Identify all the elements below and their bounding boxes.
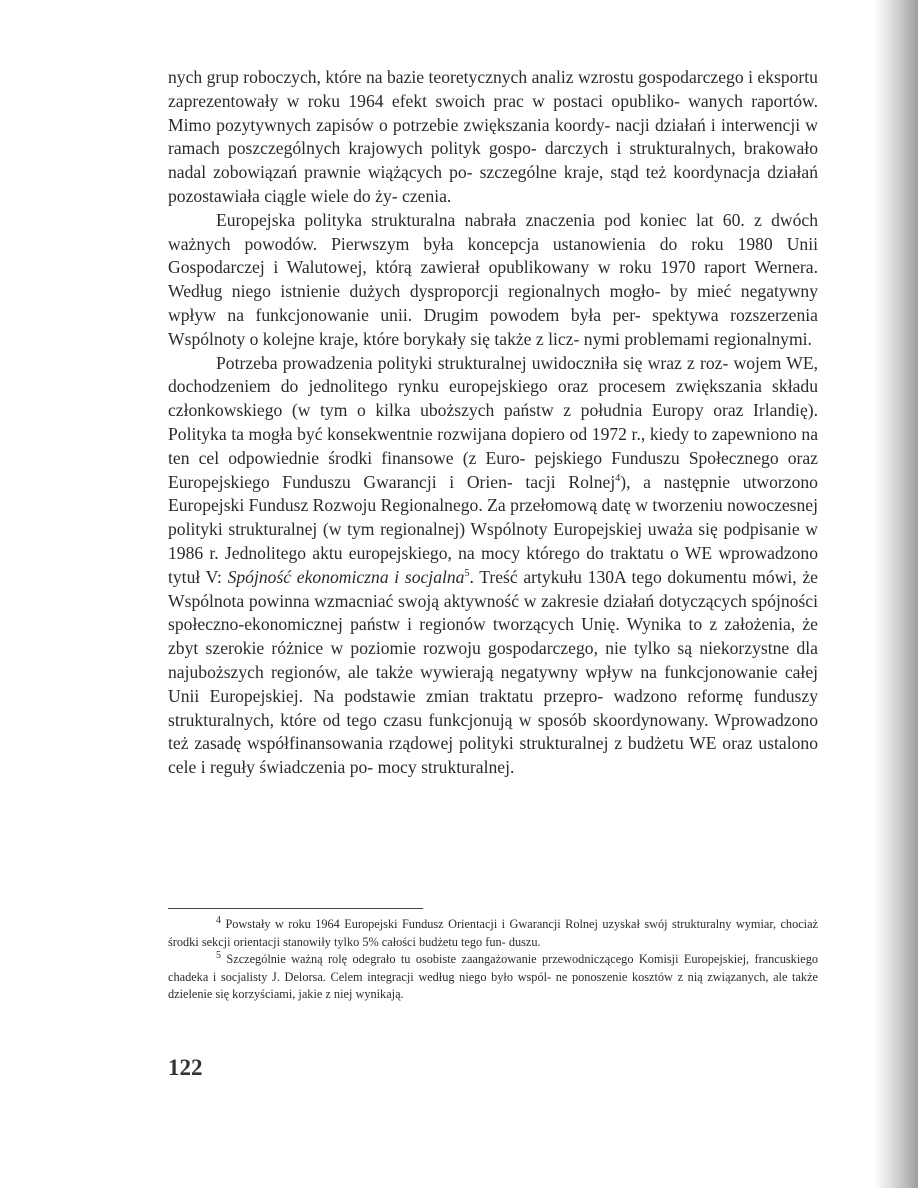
text-line: ), a następnie utworzono Europejski Fundusz Rozwoju Regionalnego. xyxy=(168,471,818,516)
text-line: i eksportu zaprezentowały w roku 1964 efekt swoich prac w postaci opubliko- xyxy=(168,67,818,111)
text-line: spójności społeczno-ekonomicznej państw i regionów tworzących Unię. Wynika to xyxy=(168,590,818,635)
footnote-4 xyxy=(168,916,818,951)
page-edge-shadow xyxy=(874,0,918,1188)
page-number: 122 xyxy=(168,1055,203,1080)
text-line: z dwóch ważnych powodów. Pierwszym była koncepcja ustanowienia do roku xyxy=(168,209,818,254)
footnote-number: 4 xyxy=(216,914,221,926)
text-line: pejskiego Funduszu Społecznego oraz Europejskiego Funduszu Gwarancji i Orien- xyxy=(168,447,818,492)
text-line: . Treść artykułu 130A tego dokumentu mówi, że xyxy=(469,566,818,587)
text-line: nych grup roboczych, które na bazie teoretycznych analiz wzrostu gospodarczego xyxy=(168,67,744,87)
text-line: w sposób skoordynowany. Wprowadzono też zasadę współfinansowania rządowej xyxy=(168,709,818,754)
text-line: tacji Rolnej xyxy=(525,471,616,492)
text-line: aktu europejskiego, na mocy którego do traktatu o WE wprowadzono tytuł V: xyxy=(168,542,818,587)
text-line: szczególne kraje, stąd też koordynacja działań pozostawiała ciągle wiele do ży- xyxy=(168,162,819,206)
text-line: Wspólnota powinna wzmacniać swoją aktywność w zakresie działań dotyczących xyxy=(168,590,747,611)
footnote-line: ne ponoszenie kosztów z nią związanych, ale także dzielenie się korzyściami, jakie z niej wynikają. xyxy=(168,969,818,1002)
text-line: są niekorzystne dla najuboższych regionów, ale także wywierają negatywny wpływ xyxy=(168,638,818,682)
footnote-ref-4[interactable]: 4 xyxy=(615,472,621,484)
text-line: z założenia, że zbyt szerokie różnice w poziomie rozwoju gospodarczego, nie tylko xyxy=(168,614,818,659)
text-line: polityki strukturalnej z budżetu WE oraz ustalono cele i reguły świadczenia po- xyxy=(168,733,818,778)
treaty-title-italic: Spójność ekonomiczna i socjalna xyxy=(227,566,465,587)
text-line: zwiększania składu członkowskiego (w tym o kilka uboższych państw z południa xyxy=(168,376,818,421)
text-line: by mieć negatywny wpływ na funkcjonowanie unii. Drugim powodem była per- xyxy=(168,281,818,325)
footnote-ref-5[interactable]: 5 xyxy=(464,567,470,579)
text-line: wojem WE, dochodzeniem do jednolitego rynku europejskiego oraz procesem xyxy=(168,352,819,397)
text-line: raport Wernera. Według niego istnienie dużych dysproporcji regionalnych mogło- xyxy=(168,257,818,302)
footnote-line: duszu. xyxy=(508,934,541,949)
main-text xyxy=(168,66,818,780)
footnote-line: strukturalny wymiar, chociaż środki sekcji orientacji stanowiły tylko 5% całości budżetu tego fun- xyxy=(168,917,819,949)
paragraph-3 xyxy=(168,352,818,780)
text-line: nymi problemami regionalnymi. xyxy=(583,328,812,349)
footnote-line: Szczególnie ważną rolę odegrało tu osobiste zaangażowanie przewodniczącego Komisji xyxy=(226,952,679,967)
footnote-line: Powstały w roku 1964 Europejski Fundusz Orientacji i Gwarancji Rolnej uzyskał swój xyxy=(225,917,668,931)
text-line: na funkcjonowanie całej Unii Europejskiej. Na podstawie zmian traktatu przepro- xyxy=(168,661,819,706)
paragraph-2 xyxy=(168,209,818,352)
text-line: Europy oraz Irlandię). Polityka ta mogła być konsekwentnie rozwijana dopiero od xyxy=(168,400,819,444)
text-line: Za przełomową datę w tworzeniu nowoczesnej polityki strukturalnej (w tym xyxy=(168,495,818,540)
footnote-separator xyxy=(168,908,423,909)
text-line: regionalnej) Wspólnoty Europejskiej uważa się podpisanie w 1986 r. Jednolitego xyxy=(168,519,818,563)
text-line: spektywa rozszerzenia Wspólnoty o kolejne kraje, które borykały się także z licz- xyxy=(168,304,818,349)
footnote-number: 5 xyxy=(216,950,221,962)
text-line: wadzono reformę funduszy strukturalnych, które od tego czasu funkcjonują xyxy=(168,685,819,730)
text-line: czenia. xyxy=(402,185,452,206)
text-line: darczych i strukturalnych, brakowało nadal zobowiązań prawnie wiążących po- xyxy=(168,138,818,183)
text-line: 1972 r., kiedy to zapewniono na ten cel odpowiednie środki finansowe (z Euro- xyxy=(168,423,819,468)
footnote-line: Europejskiej, francuskiego chadeka i socjalisty J. Delorsa. Celem integracji według niego było wspól- xyxy=(168,952,818,984)
text-line: 1980 Unii Gospodarczej i Walutowej, którą zawierał opublikowany w roku 1970 xyxy=(168,233,818,278)
text-line: wanych raportów. Mimo pozytywnych zapisów o potrzebie zwiększania koordy- xyxy=(168,90,818,135)
text-line: nacji działań i interwencji w ramach poszczególnych krajowych polityk gospo- xyxy=(168,114,818,159)
footnote-5 xyxy=(168,951,818,1004)
footnotes xyxy=(168,916,818,1004)
text-line: Europejska polityka strukturalna nabrała znaczenia pod koniec lat 60. xyxy=(216,209,745,230)
paragraph-1 xyxy=(168,66,818,209)
text-line: Potrzeba prowadzenia polityki strukturalnej uwidoczniła się wraz z roz- xyxy=(216,352,729,373)
text-line: mocy strukturalnej. xyxy=(377,757,515,778)
